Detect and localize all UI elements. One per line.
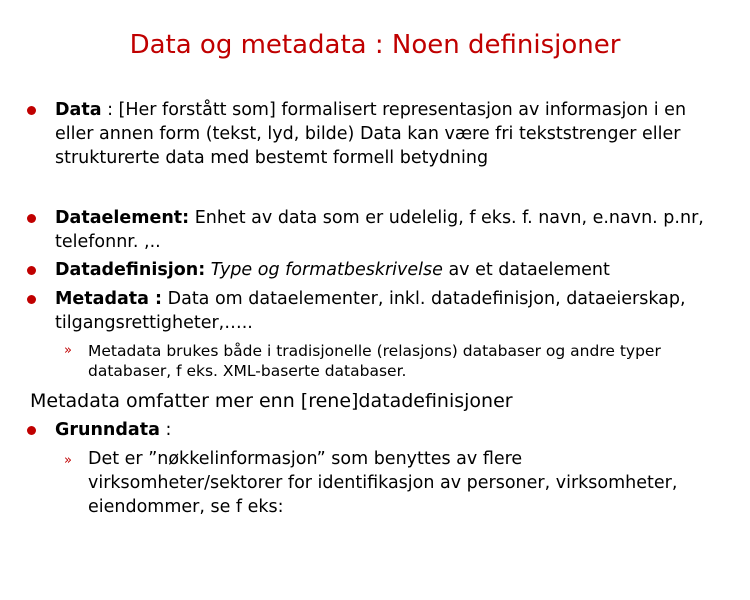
chevron-icon: » — [64, 343, 72, 358]
sub-bullet-text: Metadata brukes både i tradisjonelle (relasjons) databaser og andre typer databaser, f eks. XML-baserte databaser. — [88, 342, 661, 380]
bullet-dot-icon — [27, 426, 36, 435]
bullet-dot-icon — [27, 106, 36, 115]
bullet-dataelement — [55, 206, 725, 254]
term-data: Data — [55, 100, 102, 120]
bullet-metadata — [55, 287, 725, 335]
sub-bullet-grunndata — [64, 447, 718, 519]
bullet-dot-icon — [27, 266, 36, 275]
chevron-icon: » — [64, 453, 72, 468]
bullet-dot-icon — [27, 295, 36, 304]
term-grunndata: Grunndata — [55, 420, 160, 440]
slide-title: Data og metadata : Noen definisjoner — [129, 30, 621, 60]
term-separator: : — [101, 100, 119, 120]
bullet-text-data: [Her forstått som] formalisert representasjon av informasjon i en eller annen form (tekst, lyd, bilde) Data kan være fri tekststrenger eller strukturerte data med bestemt formell betydning — [55, 100, 687, 168]
italic-text: Type og formatbeskrivelse — [205, 260, 443, 280]
sub-bullet-text: Det er ”nøkkelinformasjon” som benyttes av flere virksomheter/sektorer for identifikasjon av personer, virksomheter, eiendommer, se f eks: — [88, 449, 678, 517]
term-dataelement: Dataelement: — [55, 208, 190, 228]
bullet-text-datadefinisjon: av et dataelement — [442, 260, 610, 280]
bullet-text-dataelement: Enhet av data som er udelelig, f eks. f. navn, e.navn. p.nr, telefonnr. ,.. — [55, 208, 704, 252]
bullet-datadefinisjon — [55, 258, 725, 282]
term-datadefinisjon: Datadefinisjon: — [55, 260, 206, 280]
bullet-grunndata — [55, 418, 725, 442]
bullet-data — [55, 98, 725, 170]
section-heading: Metadata omfatter mer enn [rene]datadefinisjoner — [30, 390, 513, 412]
sub-bullet-metadata — [64, 341, 718, 381]
bullet-text-metadata: Data om dataelementer, inkl. datadefinisjon, dataeierskap, tilgangsrettigheter,….. — [55, 289, 686, 333]
bullet-text-grunndata: : — [159, 420, 172, 440]
bullet-dot-icon — [27, 214, 36, 223]
term-metadata: Metadata : — [55, 289, 163, 309]
